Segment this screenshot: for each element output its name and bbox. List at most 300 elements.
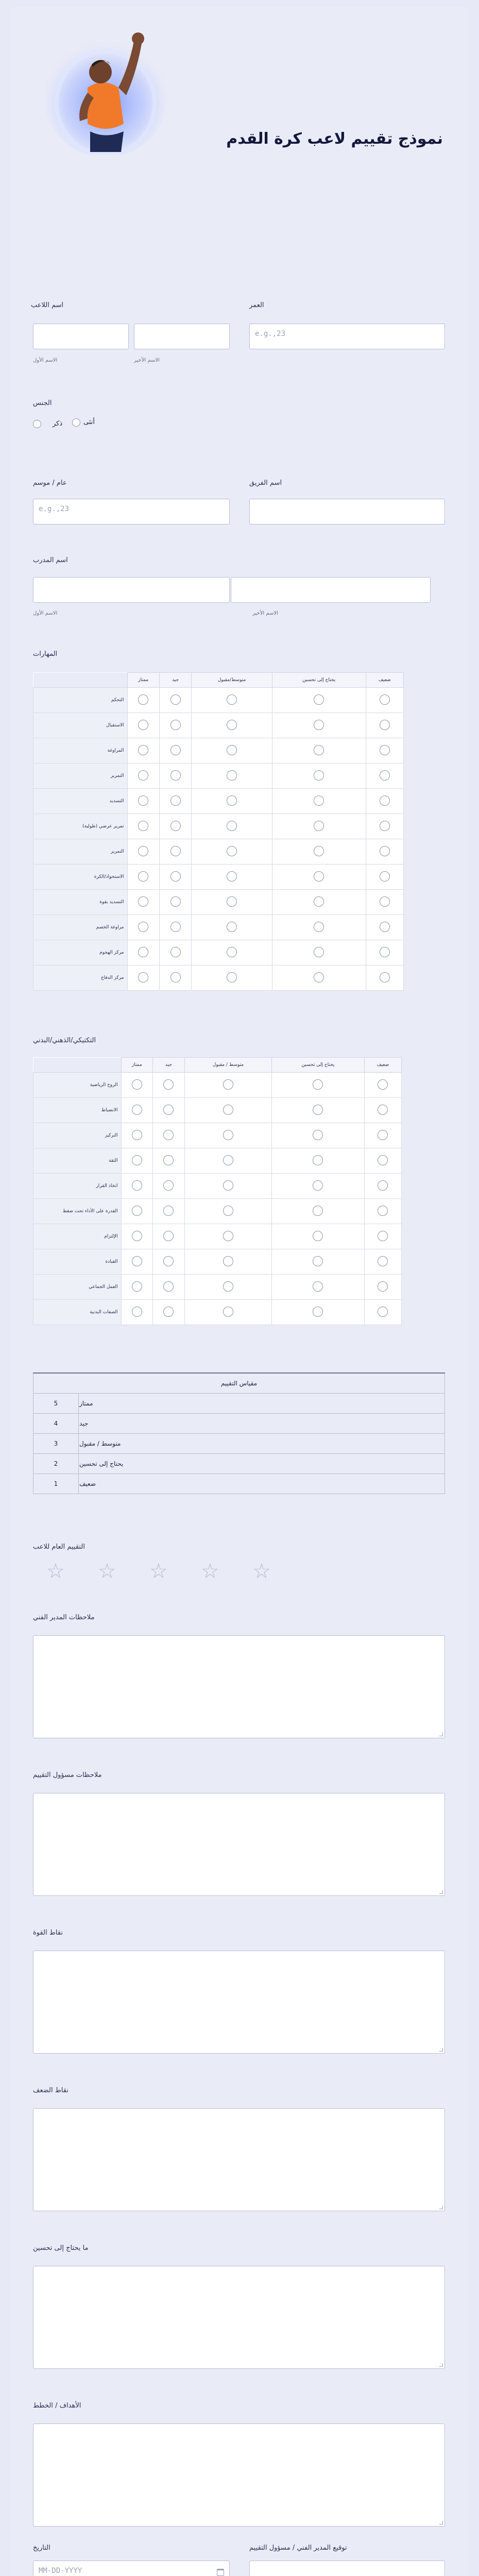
rating-radio[interactable]: [314, 795, 324, 806]
matrix-cell: [272, 940, 366, 965]
rating-radio[interactable]: [227, 745, 237, 755]
textarea-field[interactable]: [33, 2266, 445, 2369]
matrix-column-header: ممتاز: [121, 1058, 153, 1073]
matrix-row-label: الثقة: [33, 1148, 122, 1174]
matrix-cell: [121, 1300, 153, 1325]
rating-radio[interactable]: [138, 871, 148, 882]
matrix-cell: [153, 1174, 185, 1199]
matrix-row: [33, 814, 404, 839]
rating-radio[interactable]: [138, 896, 148, 907]
rating-radio[interactable]: [314, 745, 324, 755]
rating-radio[interactable]: [380, 871, 390, 882]
gender-label: الجنس: [33, 399, 52, 407]
player-name-label: اسم اللاعب: [31, 301, 64, 309]
gender-male-radio[interactable]: [33, 420, 41, 428]
matrix-cell: [272, 713, 366, 738]
coach-first-sublabel: الاسم الأول: [33, 611, 58, 616]
matrix-cell: [127, 940, 159, 965]
rating-radio[interactable]: [170, 795, 181, 806]
matrix-cell: [192, 915, 272, 940]
rating-radio[interactable]: [314, 720, 324, 730]
rating-radio[interactable]: [380, 947, 390, 957]
matrix-cell: [272, 1098, 364, 1123]
matrix-cell: [192, 738, 272, 764]
rating-scale-table: [33, 1372, 445, 1494]
matrix-cell: [364, 1275, 401, 1300]
rating-radio[interactable]: [378, 1256, 388, 1266]
rating-radio[interactable]: [163, 1281, 174, 1292]
rating-radio[interactable]: [313, 1155, 323, 1165]
textarea-field[interactable]: [33, 1951, 445, 2054]
matrix-column-header: ضعيف: [366, 673, 403, 688]
matrix-cell: [159, 940, 191, 965]
rating-radio[interactable]: [378, 1130, 388, 1140]
rating-radio[interactable]: [378, 1307, 388, 1317]
rating-radio[interactable]: [170, 745, 181, 755]
gender-female-radio[interactable]: [72, 418, 80, 427]
rating-radio[interactable]: [314, 694, 324, 705]
rating-radio[interactable]: [380, 821, 390, 831]
rating-radio[interactable]: [378, 1155, 388, 1165]
matrix-cell: [272, 1123, 364, 1148]
rating-radio[interactable]: [227, 871, 237, 882]
tactical-matrix: [33, 1057, 402, 1325]
matrix-row: [33, 713, 404, 738]
page-title: نموذج تقييم لاعب كرة القدم: [226, 130, 443, 148]
matrix-cell: [366, 965, 403, 991]
matrix-cell: [184, 1098, 272, 1123]
matrix-cell: [184, 1249, 272, 1275]
matrix-cell: [127, 915, 159, 940]
rating-radio[interactable]: [313, 1180, 323, 1191]
rating-radio[interactable]: [223, 1105, 233, 1115]
matrix-cell: [184, 1073, 272, 1098]
matrix-cell: [159, 915, 191, 940]
rating-radio[interactable]: [132, 1180, 142, 1191]
rating-radio[interactable]: [138, 846, 148, 856]
rating-radio[interactable]: [314, 871, 324, 882]
matrix-cell: [153, 1098, 185, 1123]
rating-radio[interactable]: [223, 1155, 233, 1165]
scale-number: 1: [33, 1474, 79, 1494]
rating-radio[interactable]: [227, 896, 237, 907]
star-icon[interactable]: ☆: [201, 1560, 219, 1583]
rating-radio[interactable]: [313, 1079, 323, 1090]
rating-radio[interactable]: [378, 1281, 388, 1292]
scale-row: [33, 1414, 445, 1434]
signature-label: توقيع المدير الفني / مسؤول التقييم: [249, 2544, 347, 2552]
matrix-column-header: ممتاز: [127, 673, 159, 688]
rating-radio[interactable]: [138, 821, 148, 831]
matrix-cell: [272, 965, 366, 991]
rating-radio[interactable]: [314, 972, 324, 982]
matrix-cell: [272, 890, 366, 915]
matrix-cell: [127, 713, 159, 738]
rating-radio[interactable]: [163, 1206, 174, 1216]
matrix-cell: [366, 839, 403, 865]
matrix-cell: [184, 1199, 272, 1224]
matrix-cell: [127, 839, 159, 865]
textarea-label: نقاط الضعف: [33, 2087, 69, 2094]
matrix-cell: [192, 965, 272, 991]
rating-radio[interactable]: [227, 922, 237, 932]
rating-radio[interactable]: [223, 1206, 233, 1216]
calendar-icon[interactable]: [217, 2569, 224, 2576]
rating-radio[interactable]: [378, 1206, 388, 1216]
gender-female-text: أنثى: [83, 418, 95, 426]
matrix-row-label: التركيز: [33, 1123, 122, 1148]
matrix-cell: [272, 1300, 364, 1325]
rating-radio[interactable]: [227, 947, 237, 957]
gender-male-text: ذكر: [53, 420, 63, 428]
matrix-cell: [121, 1148, 153, 1174]
matrix-column-header: ضعيف: [364, 1058, 401, 1073]
scale-row: [33, 1454, 445, 1474]
matrix-cell: [364, 1174, 401, 1199]
first-name-sublabel: الاسم الأول: [33, 358, 58, 363]
scale-row: [33, 1474, 445, 1494]
matrix-row: [33, 890, 404, 915]
rating-radio[interactable]: [380, 972, 390, 982]
rating-radio[interactable]: [163, 1155, 174, 1165]
rating-radio[interactable]: [314, 896, 324, 907]
matrix-cell: [153, 1224, 185, 1249]
rating-radio[interactable]: [163, 1105, 174, 1115]
scale-number: 4: [33, 1414, 79, 1434]
matrix-row-label: الاستحواذ/الكرة: [33, 865, 128, 890]
rating-radio[interactable]: [138, 694, 148, 705]
matrix-cell: [272, 1249, 364, 1275]
matrix-row-label: التسديد بقوة: [33, 890, 128, 915]
rating-radio[interactable]: [380, 846, 390, 856]
matrix-cell: [121, 1249, 153, 1275]
textarea-field[interactable]: [33, 2108, 445, 2211]
rating-radio[interactable]: [170, 846, 181, 856]
rating-radio[interactable]: [170, 922, 181, 932]
rating-radio[interactable]: [132, 1206, 142, 1216]
rating-radio[interactable]: [170, 720, 181, 730]
matrix-cell: [121, 1098, 153, 1123]
matrix-cell: [366, 865, 403, 890]
matrix-cell: [121, 1174, 153, 1199]
rating-radio[interactable]: [138, 720, 148, 730]
matrix-row: [33, 1174, 402, 1199]
age-label: العمر: [249, 301, 264, 309]
signature-pad[interactable]: [249, 2561, 445, 2576]
matrix-corner: [33, 1058, 122, 1073]
matrix-cell: [127, 814, 159, 839]
rating-radio[interactable]: [378, 1105, 388, 1115]
textarea-field[interactable]: [33, 2424, 445, 2527]
rating-radio[interactable]: [380, 720, 390, 730]
age-placeholder: e.g.,23: [255, 330, 286, 338]
matrix-cell: [272, 865, 366, 890]
matrix-cell: [192, 890, 272, 915]
coach-label: اسم المدرب: [33, 556, 68, 564]
scale-row: [33, 1434, 445, 1454]
matrix-cell: [127, 865, 159, 890]
rating-radio[interactable]: [132, 1281, 142, 1292]
rating-radio[interactable]: [227, 795, 237, 806]
rating-radio[interactable]: [313, 1105, 323, 1115]
rating-radio[interactable]: [223, 1256, 233, 1266]
rating-radio[interactable]: [163, 1079, 174, 1090]
rating-radio[interactable]: [170, 871, 181, 882]
matrix-cell: [192, 814, 272, 839]
matrix-row-label: العمل الجماعي: [33, 1275, 122, 1300]
matrix-cell: [159, 890, 191, 915]
matrix-cell: [366, 688, 403, 713]
scale-number: 5: [33, 1394, 79, 1414]
rating-radio[interactable]: [223, 1130, 233, 1140]
matrix-cell: [364, 1249, 401, 1275]
rating-radio[interactable]: [132, 1231, 142, 1241]
matrix-cell: [192, 713, 272, 738]
header-image: [36, 10, 170, 155]
matrix-cell: [366, 738, 403, 764]
textarea-field[interactable]: [33, 1793, 445, 1896]
coach-first-input[interactable]: [33, 577, 230, 603]
matrix-cell: [364, 1199, 401, 1224]
matrix-row-label: التمرير: [33, 839, 128, 865]
matrix-row: [33, 789, 404, 814]
matrix-row: [33, 839, 404, 865]
matrix-cell: [272, 789, 366, 814]
coach-last-input[interactable]: [231, 577, 431, 603]
matrix-cell: [127, 738, 159, 764]
team-input[interactable]: [249, 499, 445, 524]
matrix-cell: [159, 865, 191, 890]
rating-radio[interactable]: [314, 770, 324, 781]
matrix-cell: [159, 764, 191, 789]
rating-radio[interactable]: [138, 745, 148, 755]
rating-radio[interactable]: [132, 1256, 142, 1266]
scale-text: ممتاز: [79, 1394, 445, 1414]
matrix-cell: [366, 764, 403, 789]
matrix-cell: [153, 1275, 185, 1300]
rating-radio[interactable]: [314, 947, 324, 957]
team-label: اسم الفريق: [249, 479, 282, 487]
matrix-cell: [184, 1275, 272, 1300]
matrix-row: [33, 1098, 402, 1123]
rating-radio[interactable]: [380, 922, 390, 932]
gender-female-option[interactable]: [72, 418, 103, 439]
last-name-input[interactable]: [134, 324, 230, 349]
matrix-row: [33, 764, 404, 789]
rating-radio[interactable]: [313, 1307, 323, 1317]
matrix-row: [33, 1300, 402, 1325]
matrix-row-label: التمرير: [33, 764, 128, 789]
rating-radio[interactable]: [227, 770, 237, 781]
rating-radio[interactable]: [138, 922, 148, 932]
matrix-row: [33, 1199, 402, 1224]
matrix-cell: [121, 1275, 153, 1300]
matrix-corner: [33, 673, 128, 688]
matrix-cell: [184, 1148, 272, 1174]
rating-radio[interactable]: [170, 770, 181, 781]
matrix-column-header: يحتاج إلى تحسين: [272, 1058, 364, 1073]
scale-title: مقياس التقييم: [33, 1373, 445, 1394]
matrix-cell: [159, 713, 191, 738]
matrix-cell: [366, 713, 403, 738]
matrix-row-label: الصفات البدنية: [33, 1300, 122, 1325]
matrix-cell: [159, 688, 191, 713]
star-icon[interactable]: ☆: [149, 1560, 168, 1583]
matrix-row-label: مركز الهجوم: [33, 940, 128, 965]
rating-radio[interactable]: [314, 821, 324, 831]
rating-radio[interactable]: [227, 694, 237, 705]
rating-radio[interactable]: [223, 1079, 233, 1090]
matrix-row-label: التسديد: [33, 789, 128, 814]
rating-radio[interactable]: [227, 972, 237, 982]
coach-last-sublabel: الاسم الأخير: [252, 611, 278, 616]
matrix-cell: [192, 789, 272, 814]
date-input[interactable]: [33, 2561, 230, 2576]
rating-radio[interactable]: [313, 1281, 323, 1292]
matrix-cell: [153, 1300, 185, 1325]
matrix-cell: [364, 1098, 401, 1123]
rating-radio[interactable]: [378, 1180, 388, 1191]
matrix-cell: [366, 814, 403, 839]
matrix-row: [33, 1224, 402, 1249]
matrix-row: [33, 688, 404, 713]
matrix-cell: [121, 1123, 153, 1148]
rating-radio[interactable]: [132, 1079, 142, 1090]
matrix-cell: [364, 1300, 401, 1325]
star-icon[interactable]: ☆: [98, 1560, 116, 1583]
rating-radio[interactable]: [163, 1256, 174, 1266]
rating-radio[interactable]: [132, 1307, 142, 1317]
matrix-column-header: متوسط/مقبول: [192, 673, 272, 688]
matrix-cell: [184, 1300, 272, 1325]
matrix-row-label: التحكم: [33, 688, 128, 713]
matrix-row: [33, 1275, 402, 1300]
rating-radio[interactable]: [170, 972, 181, 982]
matrix-cell: [127, 764, 159, 789]
rating-radio[interactable]: [380, 795, 390, 806]
rating-radio[interactable]: [313, 1256, 323, 1266]
matrix-cell: [153, 1249, 185, 1275]
matrix-cell: [184, 1174, 272, 1199]
textarea-label: ملاحظات مسؤول التقييم: [33, 1771, 102, 1779]
scale-text: جيد: [79, 1414, 445, 1434]
first-name-input[interactable]: [33, 324, 129, 349]
rating-radio[interactable]: [163, 1307, 174, 1317]
rating-radio[interactable]: [138, 795, 148, 806]
rating-radio[interactable]: [380, 694, 390, 705]
age-input[interactable]: [249, 324, 445, 349]
matrix-row-label: تمرير عرضي (طولية): [33, 814, 128, 839]
rating-radio[interactable]: [313, 1206, 323, 1216]
rating-radio[interactable]: [170, 694, 181, 705]
rating-radio[interactable]: [138, 972, 148, 982]
rating-radio[interactable]: [132, 1105, 142, 1115]
rating-radio[interactable]: [170, 821, 181, 831]
rating-radio[interactable]: [313, 1231, 323, 1241]
rating-radio[interactable]: [314, 922, 324, 932]
matrix-cell: [272, 764, 366, 789]
rating-radio[interactable]: [313, 1130, 323, 1140]
matrix-row: [33, 965, 404, 991]
date-placeholder: MM-DD-YYYY: [39, 2567, 82, 2575]
rating-radio[interactable]: [170, 947, 181, 957]
rating-radio[interactable]: [378, 1231, 388, 1241]
rating-radio[interactable]: [223, 1307, 233, 1317]
scale-text: ضعيف: [79, 1474, 445, 1494]
matrix-cell: [127, 688, 159, 713]
textarea-label: ما يحتاج إلى تحسين: [33, 2244, 89, 2252]
matrix-row-label: الإلتزام: [33, 1224, 122, 1249]
rating-radio[interactable]: [380, 745, 390, 755]
rating-radio[interactable]: [314, 846, 324, 856]
star-icon[interactable]: ☆: [46, 1560, 65, 1583]
scale-text: متوسط / مقبول: [79, 1434, 445, 1454]
matrix-cell: [272, 1224, 364, 1249]
rating-radio[interactable]: [170, 896, 181, 907]
last-name-sublabel: الاسم الأخير: [134, 358, 160, 363]
rating-radio[interactable]: [227, 821, 237, 831]
matrix-row-label: الاستقبال: [33, 713, 128, 738]
matrix-cell: [272, 688, 366, 713]
matrix-cell: [272, 814, 366, 839]
matrix-cell: [272, 1174, 364, 1199]
rating-radio[interactable]: [163, 1231, 174, 1241]
matrix-row-label: مراوغة الخصم: [33, 915, 128, 940]
matrix-cell: [272, 738, 366, 764]
rating-radio[interactable]: [163, 1130, 174, 1140]
matrix-cell: [272, 915, 366, 940]
matrix-cell: [272, 1073, 364, 1098]
rating-radio[interactable]: [378, 1079, 388, 1090]
rating-radio[interactable]: [223, 1180, 233, 1191]
rating-radio[interactable]: [227, 720, 237, 730]
matrix-row: [33, 1249, 402, 1275]
rating-radio[interactable]: [223, 1281, 233, 1292]
rating-radio[interactable]: [132, 1130, 142, 1140]
gender-male-option[interactable]: [33, 420, 69, 430]
matrix-column-header: جيد: [159, 673, 191, 688]
rating-radio[interactable]: [138, 770, 148, 781]
rating-radio[interactable]: [227, 846, 237, 856]
matrix-cell: [121, 1224, 153, 1249]
rating-radio[interactable]: [380, 896, 390, 907]
matrix-row-label: مركز الدفاع: [33, 965, 128, 991]
matrix-row-label: الانضباط: [33, 1098, 122, 1123]
matrix-cell: [364, 1148, 401, 1174]
textarea-label: ملاحظات المدير الفني: [33, 1614, 95, 1621]
star-icon[interactable]: ☆: [252, 1560, 271, 1583]
star-rating[interactable]: [46, 1561, 304, 1587]
matrix-cell: [192, 839, 272, 865]
matrix-cell: [121, 1199, 153, 1224]
skills-matrix: [33, 672, 404, 991]
season-input[interactable]: [33, 499, 230, 524]
matrix-cell: [159, 814, 191, 839]
tactical-title: التكتيكي/الذهني/البدني: [33, 1037, 96, 1044]
matrix-cell: [153, 1199, 185, 1224]
matrix-column-header: متوسط / مقبول: [184, 1058, 272, 1073]
matrix-cell: [272, 1275, 364, 1300]
rating-radio[interactable]: [132, 1155, 142, 1165]
rating-radio[interactable]: [380, 770, 390, 781]
scale-row: [33, 1394, 445, 1414]
rating-radio[interactable]: [223, 1231, 233, 1241]
textarea-field[interactable]: [33, 1635, 445, 1738]
rating-radio[interactable]: [138, 947, 148, 957]
matrix-cell: [366, 915, 403, 940]
season-placeholder: e.g.,23: [39, 505, 70, 513]
rating-radio[interactable]: [163, 1180, 174, 1191]
